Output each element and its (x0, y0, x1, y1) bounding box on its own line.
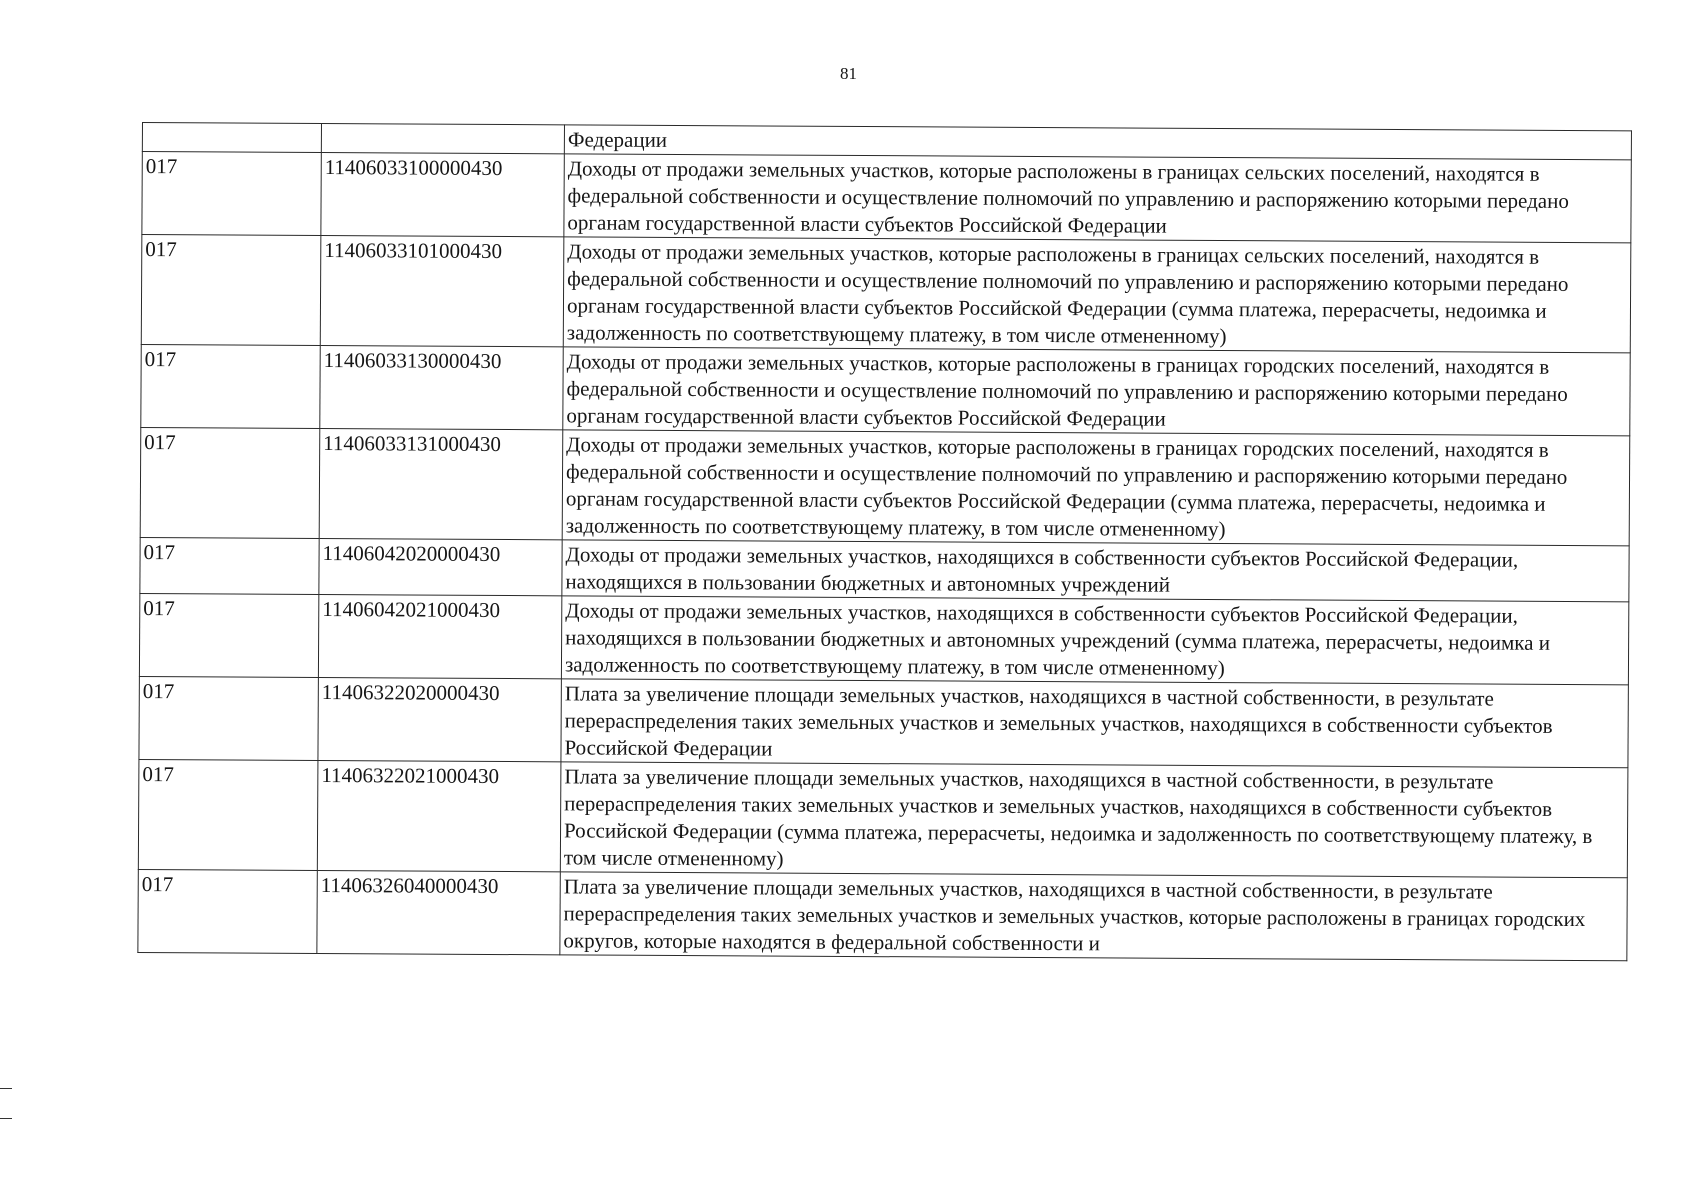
margin-mark (0, 1088, 12, 1089)
table-row (138, 759, 1628, 877)
description-cell: Доходы от продажи земельных участков, которые расположены в границах сельских поселений, находятся в федеральной собственности и осуществление полномочий по управлению и распоряжению которыми передано органам государственной власти субъектов Российской Федерации (сумма платежа, перерасчеты, недоимка и задолженность по соответствующему платежу, в том числе отмененному) (563, 237, 1631, 353)
revenue-code-cell: 11406033100000430 (321, 153, 564, 237)
revenue-code-cell: 11406326040000430 (317, 870, 560, 954)
admin-code-cell: 017 (140, 537, 319, 594)
admin-code-cell: 017 (141, 235, 321, 346)
revenue-code-cell (321, 124, 564, 154)
revenue-code-cell: 11406033131000430 (319, 428, 563, 539)
revenue-code-cell: 11406322020000430 (318, 677, 561, 761)
revenue-code-cell: 11406042021000430 (318, 594, 561, 678)
description-cell: Доходы от продажи земельных участков, которые расположены в границах сельских поселений, находятся в федеральной собственности и осуществление полномочий по управлению и распоряжению которыми передано органам государственной власти субъектов Российской Федерации (564, 154, 1631, 243)
admin-code-cell: 017 (139, 676, 318, 760)
admin-code-cell: 017 (142, 152, 321, 236)
description-cell: Плата за увеличение площади земельных участков, находящихся в частной собственности, в результате перераспределения таких земельных участков и земельных участков, находящихся в собственности субъектов Российской Федерации (561, 679, 1628, 768)
description-cell: Доходы от продажи земельных участков, которые расположены в границах городских поселений, находятся в федеральной собственности и осуществление полномочий по управлению и распоряжению которыми передано органам государственной власти субъектов Российской Федерации (сумма платежа, перерасчеты, недоимка и задолженность по соответствующему платежу, в том числе отмененному) (562, 430, 1630, 546)
admin-code-cell: 017 (138, 759, 318, 870)
revenue-code-cell: 11406033101000430 (320, 236, 564, 347)
table-row (138, 869, 1627, 960)
table-row (141, 235, 1631, 353)
table-row (140, 537, 1629, 601)
admin-code-cell: 017 (138, 869, 317, 953)
description-cell: Федерации (564, 125, 1631, 160)
revenue-code-cell: 11406033130000430 (320, 345, 563, 429)
table-row (142, 152, 1631, 243)
description-cell: Плата за увеличение площади земельных участков, находящихся в частной собственности, в результате перераспределения таких земельных участков и земельных участков, находящихся в собственности субъектов Российской Федерации (сумма платежа, перерасчеты, недоимка и задолженность по соответствующему платежу, в том числе отмененному) (560, 762, 1628, 878)
admin-code-cell (142, 123, 321, 153)
revenue-code-cell: 11406042020000430 (319, 538, 562, 595)
description-cell: Доходы от продажи земельных участков, которые расположены в границах городских поселений, находятся в федеральной собственности и осуществление полномочий по управлению и распоряжению которыми передано органам государственной власти субъектов Российской Федерации (563, 347, 1630, 436)
margin-mark (0, 1118, 12, 1119)
table-row (139, 676, 1628, 767)
table-row (140, 427, 1630, 545)
description-cell: Доходы от продажи земельных участков, находящихся в собственности субъектов Российской Федерации, находящихся в пользовании бюджетных и автономных учреждений (562, 540, 1629, 602)
description-cell: Плата за увеличение площади земельных участков, находящихся в частной собственности, в результате перераспределения таких земельных участков и земельных участков, которые расположены в границах городских округов, которые находятся в федеральной собственности и (560, 872, 1627, 961)
revenue-code-cell: 11406322021000430 (317, 760, 561, 871)
admin-code-cell: 017 (140, 427, 320, 538)
description-cell: Доходы от продажи земельных участков, находящихся в собственности субъектов Российской Федерации, находящихся в пользовании бюджетных и автономных учреждений (сумма платежа, перерасчеты, недоимка и задолженность по соответствующему платежу, в том числе отмененному) (561, 596, 1628, 685)
budget-codes-table (137, 122, 1632, 961)
table-row (141, 344, 1630, 435)
admin-code-cell: 017 (139, 593, 318, 677)
admin-code-cell: 017 (141, 344, 320, 428)
table-row (139, 593, 1628, 684)
page-number: 81 (840, 64, 857, 83)
